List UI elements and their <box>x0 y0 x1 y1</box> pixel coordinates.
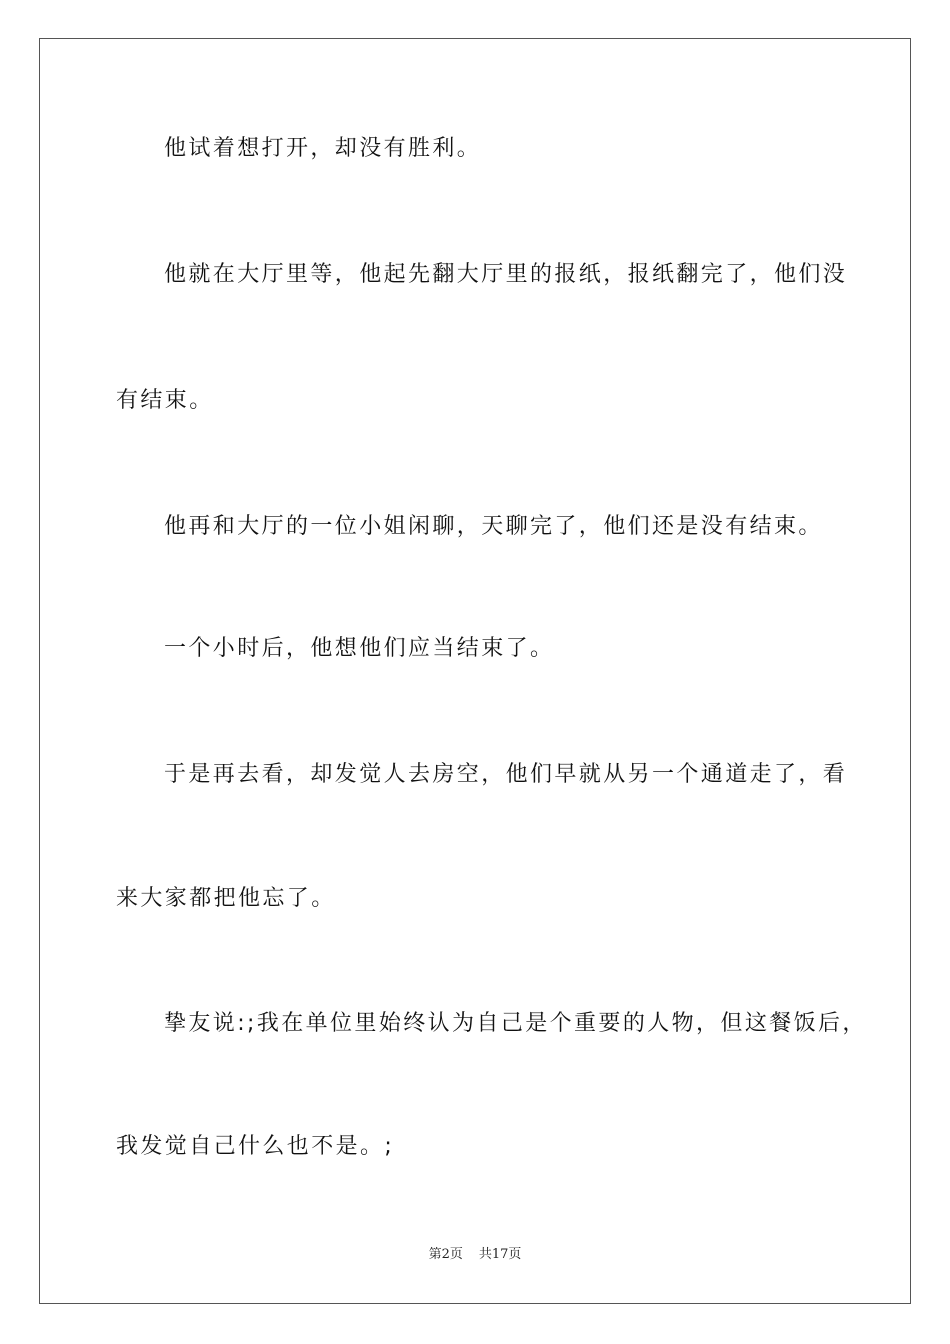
page-number: 第2页 <box>428 1247 463 1262</box>
paragraph-line: 他就在大厅里等，他起先翻大厅里的报纸，报纸翻完了，他们没 <box>164 262 848 287</box>
paragraph-line: 于是再去看，却发觉人去房空，他们早就从另一个通道走了，看 <box>164 762 848 787</box>
paragraph-line: 挚友说:;我在单位里始终认为自己是个重要的人物，但这餐饭后， <box>164 1011 867 1036</box>
page-footer <box>0 1246 950 1264</box>
paragraph-line: 他再和大厅的一位小姐闲聊，天聊完了，他们还是没有结束。 <box>164 514 823 539</box>
paragraph-line: 他试着想打开，却没有胜利。 <box>164 136 482 161</box>
paragraph-line: 有结束。 <box>116 388 214 413</box>
page-total: 共17页 <box>478 1247 522 1262</box>
paragraph-line: 来大家都把他忘了。 <box>116 886 336 911</box>
paragraph-line: 我发觉自己什么也不是。; <box>116 1134 395 1159</box>
page-border <box>39 38 911 1304</box>
paragraph-line: 一个小时后，他想他们应当结束了。 <box>164 636 555 661</box>
